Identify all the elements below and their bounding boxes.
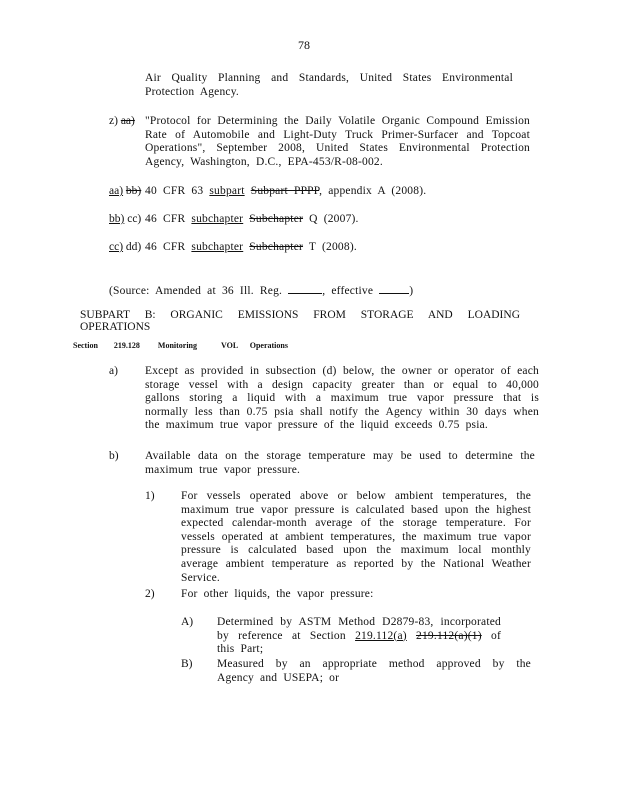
para-b2-label: 2) xyxy=(145,588,155,600)
section-title-b: VOL xyxy=(221,341,238,350)
source-suffix: ) xyxy=(409,285,414,297)
para-a-text: Except as provided in subsection (d) below, the owner or operator of each storage vessel with a design capacity greater than or equal to 40,000 gallons storing a liquid with a maximum true vapor pressure that is normally less than 0.75 psia shall notify the Agency within 30 days when the maximum true vapor pressure of the liquid exceeds 0.75 psia. xyxy=(145,365,539,432)
para-b-label: b) xyxy=(109,450,119,462)
item-cc-text-end: T (2008). xyxy=(308,241,357,253)
page-number: 78 xyxy=(298,38,310,52)
item-aa-deleted: Subpart PPPP xyxy=(250,185,320,197)
item-bb-inserted: subchapter xyxy=(191,213,244,225)
item-cc-deleted: Subchapter xyxy=(249,241,304,253)
item-bb-new-label: bb) xyxy=(109,213,125,225)
item-bb-label xyxy=(109,213,141,225)
para-b2B-text: Measured by an appropriate method approved by the Agency and USEPA; or xyxy=(217,658,531,684)
section-label: Section xyxy=(73,341,98,350)
para-b2A-label: A) xyxy=(181,616,194,628)
item-z-label xyxy=(109,115,135,127)
item-cc-label xyxy=(109,241,141,253)
item-z-text: "Protocol for Determining the Daily Volatile Organic Compound Emission Rate of Automobile and Light-Duty Truck Primer-Surfacer and Topcoat Operations", September 2008, United States Environmental Protection Agency, Washington, D.C., EPA-453/R-08-002. xyxy=(145,115,530,168)
para-b2A-inserted: 219.112(a) xyxy=(355,629,407,642)
section-title-a: Monitoring xyxy=(157,341,197,350)
para-b2A-text xyxy=(217,616,501,657)
para-b-text: Available data on the storage temperature may be used to determine the maximum true vapor pressure. xyxy=(145,450,535,476)
para-b2A-text-start: Determined by ASTM Method D2879-83, incorporated by reference at Section xyxy=(217,616,501,642)
section-heading xyxy=(73,341,293,350)
item-cc-text-start: 46 CFR xyxy=(145,241,186,253)
item-bb-text-start: 46 CFR xyxy=(145,213,186,225)
item-aa-deleted-label: bb) xyxy=(125,185,142,197)
item-aa-new-label: aa) xyxy=(109,185,124,197)
para-b1-label: 1) xyxy=(145,490,155,502)
item-aa-text-end: , appendix A (2008). xyxy=(319,185,427,197)
item-aa-text-start: 40 CFR 63 xyxy=(145,185,204,197)
item-z-new-label: z) xyxy=(109,115,118,127)
subpart-heading: SUBPART B: ORGANIC EMISSIONS FROM STORAGE AND LOADING OPERATIONS xyxy=(80,309,520,333)
source-blank-effective xyxy=(379,283,409,294)
source-note xyxy=(109,283,529,297)
item-cc-inserted: subchapter xyxy=(191,241,244,253)
item-cc-new-label: cc) xyxy=(109,241,124,253)
item-bb-deleted: Subchapter xyxy=(249,213,304,225)
item-bb-text-end: Q (2007). xyxy=(309,213,359,225)
para-b2-text: For other liquids, the vapor pressure: xyxy=(181,588,374,600)
section-title-c: Operations xyxy=(249,341,288,350)
item-aa-inserted: subpart xyxy=(209,185,245,197)
source-blank-date xyxy=(288,283,322,294)
item-bb-old-label: cc) xyxy=(127,213,142,225)
item-cc-old-label: dd) xyxy=(125,241,142,253)
section-number: 219.128 xyxy=(113,341,140,350)
para-b2A-text-end: of this Part; xyxy=(217,629,501,656)
para-b1-text: For vessels operated above or below ambient temperatures, the maximum true vapor pressure is calculated based upon the highest expected calendar-month average of the storage temperature. For vessels operated at ambient temperatures, the maximum true vapor pressure is calculated based upon the maximum local monthly average ambient temperature as reported by the National Weather Service. xyxy=(181,490,531,584)
item-aa-label xyxy=(109,185,141,197)
para-b2A-deleted: 219.112(a)(1) xyxy=(416,629,482,642)
item-aa-text xyxy=(145,185,530,197)
source-prefix: (Source: Amended at 36 Ill. Reg. xyxy=(109,285,283,297)
source-middle: , effective xyxy=(322,285,374,297)
intro-paragraph: Air Quality Planning and Standards, United States Environmental Protection Agency. xyxy=(145,72,513,98)
item-cc-text xyxy=(145,241,530,253)
para-b2B-label: B) xyxy=(181,658,193,670)
para-a-label: a) xyxy=(109,365,118,377)
item-bb-text xyxy=(145,213,530,225)
item-z-deleted-label: aa) xyxy=(120,115,135,127)
